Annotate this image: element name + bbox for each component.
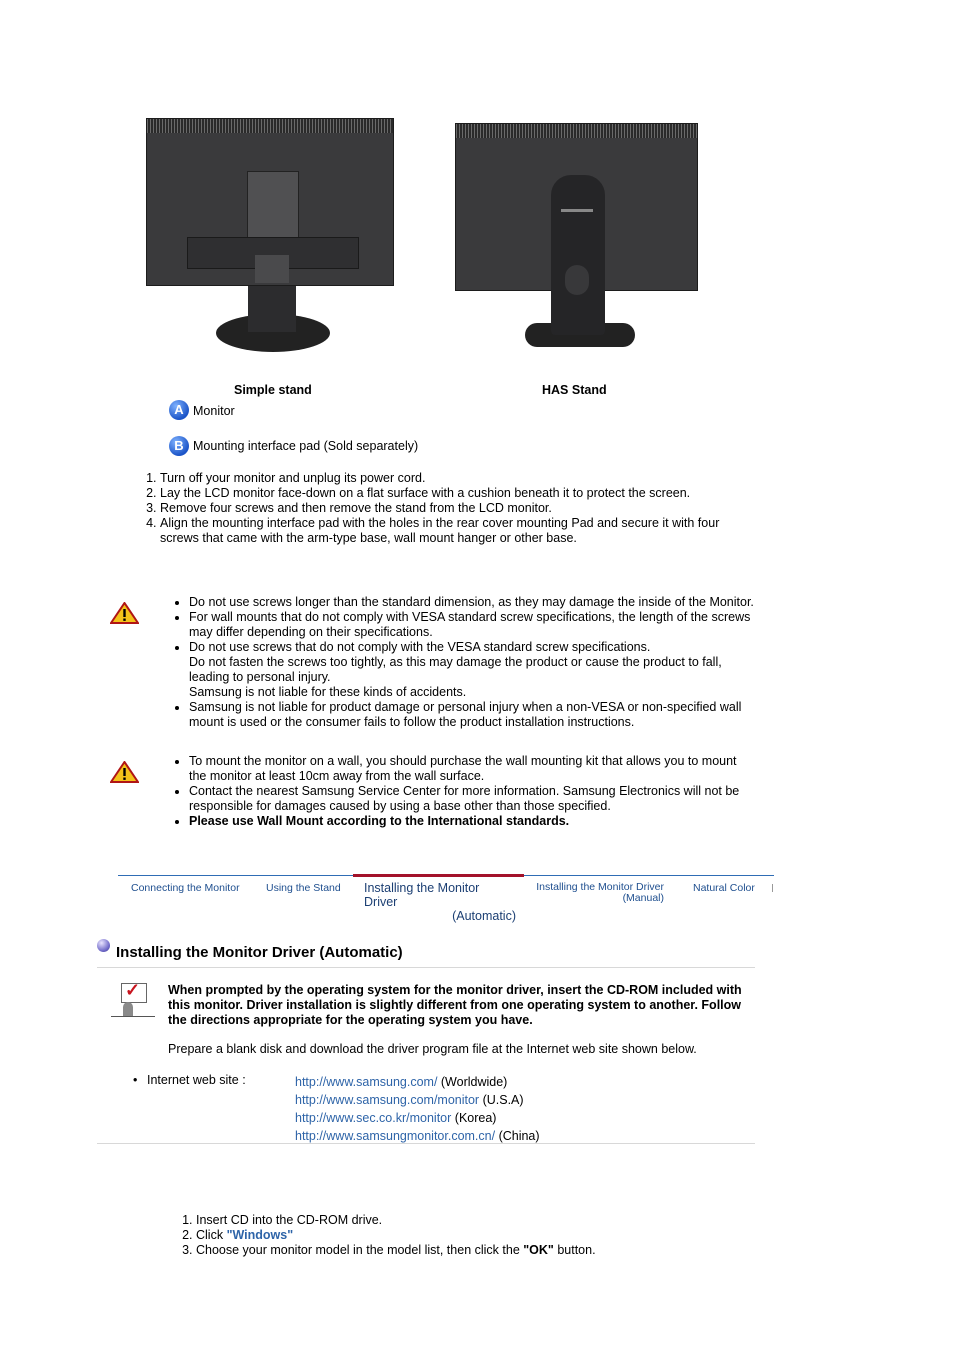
badge-a-icon: A [169,400,189,420]
site-row: http://www.samsung.com/monitor (U.S.A) [295,1093,524,1107]
warning-icon [110,761,139,783]
has-stand-photo [455,123,698,348]
step-3: 3. Remove four screws and then remove the stand from the LCD monitor. [160,501,760,516]
warning-icon [110,602,139,624]
site-label: Internet web site : [147,1073,246,1087]
site-link[interactable]: http://www.samsungmonitor.com.cn/ [295,1129,496,1143]
step-2: 2. Lay the LCD monitor face-down on a flat surface with a cushion beneath it to protect the screen. [160,486,760,501]
site-row: http://www.samsungmonitor.com.cn/ (China) [295,1129,540,1143]
install-steps [196,1213,756,1258]
warning-1-item-4: • Samsung is not liable for product damage or personal injury when a non-VESA or non-specified wall mount is used or the consumer fails to follow the product installation instructions. [189,700,754,730]
warning-2-item-3: • Please use Wall Mount according to the International standards. [189,814,754,829]
simple-stand-photo [146,118,394,356]
section-bottom-rule [97,1143,755,1144]
warning-2-item-1: • To mount the monitor on a wall, you should purchase the wall mounting kit that allows you to mount the monitor at least 10cm away from the wall surface. [189,754,754,784]
tab-driver-manual[interactable]: Installing the Monitor Driver (Manual) [536,881,664,904]
install-step-3: 3. Choose your monitor model in the model list, then click the "OK" button. [196,1243,756,1258]
badge-b-icon: B [169,436,189,456]
site-list [295,1073,540,1145]
warning-2-item-2: • Contact the nearest Samsung Service Center for more information. Samsung Electronics will not be responsible for damages caused by using a base other than those specified. [189,784,754,814]
warning-1-item-2: • For wall mounts that do not comply with VESA standard screw specifications, the length of the screws may differ depending on their specifications. [189,610,754,640]
install-step-1: 1. Insert CD into the CD-ROM drive. [196,1213,756,1228]
section-bullet-icon [97,939,110,952]
tab-connecting-monitor[interactable]: Connecting the Monitor [131,882,240,894]
has-stand-caption: HAS Stand [542,383,607,397]
site-row: http://www.sec.co.kr/monitor (Korea) [295,1111,497,1125]
site-row: http://www.samsung.com/ (Worldwide) [295,1075,508,1089]
site-link[interactable]: http://www.sec.co.kr/monitor [295,1111,452,1125]
warning-1-item-1: • Do not use screws longer than the standard dimension, as they may damage the inside of the Monitor. [189,595,754,610]
warning-1-item-3: • Do not use screws that do not comply with the VESA standard screw specifications. Do not fasten the screws too tightly, as this may damage the product or cause the product to fall, leading to personal injury. Samsung is not liable for these kinds of accidents. [189,640,754,700]
step-1: 1. Turn off your monitor and unplug its power cord. [160,471,760,486]
section-top-rule [97,967,755,968]
nav-active-marker [353,874,524,877]
install-step-2: 2. Click "Windows" [196,1228,756,1243]
mount-steps [160,471,760,546]
legend-monitor: Monitor [193,404,235,418]
site-link[interactable]: http://www.samsung.com/ [295,1075,438,1089]
site-link[interactable]: http://www.samsung.com/monitor [295,1093,480,1107]
section-title: Installing the Monitor Driver (Automatic) [116,944,403,961]
legend-pad: Mounting interface pad (Sold separately) [193,439,419,453]
intro-text: When prompted by the operating system for the monitor driver, insert the CD-ROM included with this monitor. Driver installation is slightly different from one operating system to another. Follow the directions appropriate for the operating system you have. [168,983,742,1027]
warning-list-1 [189,595,754,730]
nav-separator [772,884,773,892]
prepare-text: Prepare a blank disk and download the driver program file at the Internet web site shown below. [168,1042,697,1056]
windows-link[interactable]: "Windows" [226,1228,294,1242]
tab-driver-automatic[interactable]: Installing the Monitor Driver (Automatic) [364,881,516,923]
tab-using-stand[interactable]: Using the Stand [266,882,341,894]
note-icon: ✓ [111,982,155,1018]
simple-stand-caption: Simple stand [234,383,312,397]
tab-natural-color[interactable]: Natural Color [693,882,755,894]
site-bullet: • [133,1073,138,1087]
warning-list-2 [189,754,754,829]
step-4: 4. Align the mounting interface pad with the holes in the rear cover mounting Pad and secure it with four screws that came with the arm-type base, wall mount hanger or other base. [160,516,760,546]
